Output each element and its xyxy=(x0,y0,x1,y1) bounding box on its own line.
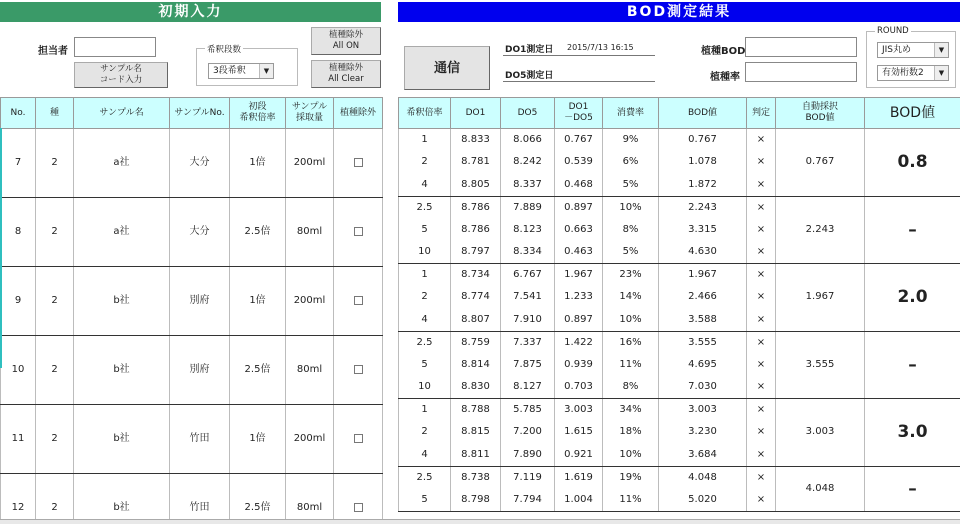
kind-cell[interactable]: 2 xyxy=(36,405,74,474)
seed-exclude-cell xyxy=(334,405,383,474)
consumption-rate-cell: 5% xyxy=(603,241,659,264)
chevron-down-icon: ▼ xyxy=(259,64,273,78)
judgement-cell: × xyxy=(747,129,776,152)
sample-code-button-line2: コード入力 xyxy=(99,75,143,85)
dilution-cell[interactable]: 1倍 xyxy=(230,267,286,336)
auto-bod-cell: 3.003 xyxy=(776,399,865,467)
consumption-rate-cell: 5% xyxy=(603,174,659,197)
dilution-factor-cell: 10 xyxy=(399,376,451,399)
seed-exclude-checkbox[interactable] xyxy=(354,296,363,305)
judgement-cell: × xyxy=(747,196,776,219)
do1-cell: 8.759 xyxy=(451,331,501,354)
round-group-title: ROUND xyxy=(877,26,909,36)
dilution-select-value: 3段希釈 xyxy=(213,66,246,76)
dilution-cell[interactable]: 2.5倍 xyxy=(230,336,286,405)
row-number-cell[interactable]: 9 xyxy=(1,267,36,336)
column-header: DO5 xyxy=(501,98,555,129)
column-header: サンプルNo. xyxy=(170,98,230,129)
judgement-cell: × xyxy=(747,241,776,264)
do-diff-cell: 0.921 xyxy=(555,444,603,467)
auto-bod-cell: 4.048 xyxy=(776,466,865,511)
column-header: 消費率 xyxy=(603,98,659,129)
do5-cell: 8.066 xyxy=(501,129,555,152)
seed-exclude-cell xyxy=(334,474,383,524)
bod-value-cell: 3.003 xyxy=(659,399,747,422)
judgement-cell: × xyxy=(747,489,776,512)
consumption-rate-cell: 23% xyxy=(603,264,659,287)
final-bod-cell: 3.0 xyxy=(865,399,960,467)
seed-all-clear-button[interactable] xyxy=(311,60,381,88)
do1-cell: 8.811 xyxy=(451,444,501,467)
seed-all-on-line2: All ON xyxy=(332,41,360,51)
do-diff-cell: 1.615 xyxy=(555,421,603,444)
volume-cell[interactable]: 200ml xyxy=(286,405,334,474)
do-diff-cell: 0.897 xyxy=(555,196,603,219)
kind-cell[interactable]: 2 xyxy=(36,336,74,405)
do1-cell: 8.805 xyxy=(451,174,501,197)
do5-cell: 8.337 xyxy=(501,174,555,197)
do-diff-cell: 0.468 xyxy=(555,174,603,197)
dilution-cell[interactable]: 1倍 xyxy=(230,129,286,198)
bod-value-cell: 2.466 xyxy=(659,286,747,309)
table-row[interactable] xyxy=(1,129,383,198)
table-row xyxy=(399,129,960,152)
do1-cell: 8.798 xyxy=(451,489,501,512)
judgement-cell: × xyxy=(747,264,776,287)
dilution-cell[interactable]: 2.5倍 xyxy=(230,474,286,524)
dilution-group-title: 希釈段数 xyxy=(207,45,242,55)
bod-value-cell: 3.230 xyxy=(659,421,747,444)
dilution-factor-cell: 2.5 xyxy=(399,196,451,219)
sample-code-button[interactable] xyxy=(74,62,168,88)
dilution-factor-cell: 1 xyxy=(399,399,451,422)
dilution-factor-cell: 4 xyxy=(399,309,451,332)
bod-value-cell: 4.630 xyxy=(659,241,747,264)
kind-cell[interactable]: 2 xyxy=(36,267,74,336)
do5-cell: 7.337 xyxy=(501,331,555,354)
bod-results-table xyxy=(398,97,960,512)
consumption-rate-cell: 8% xyxy=(603,219,659,242)
judgement-cell: × xyxy=(747,376,776,399)
final-bod-cell: 2.0 xyxy=(865,264,960,332)
dilution-factor-cell: 1 xyxy=(399,129,451,152)
sample-code-button-line1: サンプル名 xyxy=(100,64,142,74)
do5-date-underline xyxy=(503,81,655,82)
bod-value-cell: 5.020 xyxy=(659,489,747,512)
do1-date-underline xyxy=(503,55,655,56)
do-diff-cell: 1.004 xyxy=(555,489,603,512)
do5-cell: 7.875 xyxy=(501,354,555,377)
auto-bod-cell: 3.555 xyxy=(776,331,865,399)
table-row xyxy=(399,331,960,354)
dilution-select[interactable] xyxy=(208,63,274,79)
round-method-value: JIS丸め xyxy=(882,45,912,55)
seed-bod-field[interactable] xyxy=(745,37,857,57)
table-row[interactable] xyxy=(1,336,383,405)
consumption-rate-cell: 14% xyxy=(603,286,659,309)
final-bod-cell: – xyxy=(865,466,960,511)
do5-cell: 7.200 xyxy=(501,421,555,444)
column-header: BOD値 xyxy=(865,98,960,129)
do1-cell: 8.830 xyxy=(451,376,501,399)
bod-value-cell: 7.030 xyxy=(659,376,747,399)
table-row xyxy=(399,399,960,422)
judgement-cell: × xyxy=(747,174,776,197)
kind-cell[interactable]: 2 xyxy=(36,474,74,524)
consumption-rate-cell: 11% xyxy=(603,354,659,377)
column-header: DO1 xyxy=(451,98,501,129)
seed-bod-label: 植種BOD xyxy=(701,46,746,57)
do-diff-cell: 0.897 xyxy=(555,309,603,332)
sample-name-cell[interactable]: b社 xyxy=(74,336,170,405)
kind-cell[interactable]: 2 xyxy=(36,129,74,198)
sample-no-cell[interactable]: 竹田 xyxy=(170,405,230,474)
judgement-cell: × xyxy=(747,399,776,422)
column-header: No. xyxy=(1,98,36,129)
sample-name-cell[interactable]: b社 xyxy=(74,405,170,474)
do1-cell: 8.774 xyxy=(451,286,501,309)
table-row[interactable] xyxy=(1,474,383,524)
judgement-cell: × xyxy=(747,421,776,444)
auto-bod-cell: 0.767 xyxy=(776,129,865,197)
do-diff-cell: 0.703 xyxy=(555,376,603,399)
do5-cell: 7.541 xyxy=(501,286,555,309)
do5-cell: 8.334 xyxy=(501,241,555,264)
staff-field[interactable] xyxy=(74,37,156,57)
do5-cell: 7.889 xyxy=(501,196,555,219)
judgement-cell: × xyxy=(747,466,776,489)
seed-rate-field[interactable] xyxy=(745,62,857,82)
dilution-factor-cell: 2.5 xyxy=(399,466,451,489)
dilution-factor-cell: 1 xyxy=(399,264,451,287)
sample-name-cell[interactable]: b社 xyxy=(74,474,170,524)
sample-no-cell[interactable]: 別府 xyxy=(170,267,230,336)
dilution-factor-cell: 10 xyxy=(399,241,451,264)
do5-cell: 8.123 xyxy=(501,219,555,242)
table-row xyxy=(399,264,960,287)
row-number-cell[interactable]: 8 xyxy=(1,198,36,267)
table-row xyxy=(399,466,960,489)
row-selection-indicator xyxy=(0,128,2,368)
do1-cell: 8.788 xyxy=(451,399,501,422)
dilution-factor-cell: 4 xyxy=(399,174,451,197)
bod-value-cell: 3.684 xyxy=(659,444,747,467)
auto-bod-cell: 1.967 xyxy=(776,264,865,332)
bottom-scrollbar[interactable] xyxy=(0,519,960,524)
do-diff-cell: 1.422 xyxy=(555,331,603,354)
column-header: 希釈倍率 xyxy=(399,98,451,129)
do5-cell: 8.127 xyxy=(501,376,555,399)
do1-cell: 8.807 xyxy=(451,309,501,332)
do-diff-cell: 0.539 xyxy=(555,151,603,174)
final-bod-cell: – xyxy=(865,196,960,264)
volume-cell[interactable]: 200ml xyxy=(286,267,334,336)
consumption-rate-cell: 10% xyxy=(603,196,659,219)
consumption-rate-cell: 11% xyxy=(603,489,659,512)
row-number-cell[interactable]: 11 xyxy=(1,405,36,474)
do-diff-cell: 1.619 xyxy=(555,466,603,489)
volume-cell[interactable]: 80ml xyxy=(286,474,334,524)
seed-exclude-checkbox[interactable] xyxy=(354,503,363,512)
sample-name-cell[interactable]: a社 xyxy=(74,198,170,267)
bod-value-cell: 3.315 xyxy=(659,219,747,242)
communication-button[interactable]: 通信 xyxy=(404,46,490,90)
table-row[interactable] xyxy=(1,405,383,474)
seed-all-on-line1: 植種除外 xyxy=(328,30,363,40)
column-header: 判定 xyxy=(747,98,776,129)
bod-value-cell: 3.555 xyxy=(659,331,747,354)
do-diff-cell: 1.967 xyxy=(555,264,603,287)
column-header: サンプル名 xyxy=(74,98,170,129)
seed-exclude-cell xyxy=(334,129,383,198)
bod-results-header: BOD測定結果 xyxy=(398,2,960,22)
do-diff-cell: 0.939 xyxy=(555,354,603,377)
do1-date-value: 2015/7/13 16:15 xyxy=(567,43,634,52)
do5-cell: 7.890 xyxy=(501,444,555,467)
kind-cell[interactable]: 2 xyxy=(36,198,74,267)
column-header: 自動採択 BOD値 xyxy=(776,98,865,129)
volume-cell[interactable]: 200ml xyxy=(286,129,334,198)
dilution-cell[interactable]: 2.5倍 xyxy=(230,198,286,267)
sample-input-header-row xyxy=(1,98,383,129)
bod-value-cell: 1.872 xyxy=(659,174,747,197)
do-diff-cell: 1.233 xyxy=(555,286,603,309)
do1-cell: 8.734 xyxy=(451,264,501,287)
consumption-rate-cell: 10% xyxy=(603,444,659,467)
round-digits-value: 有効桁数2 xyxy=(882,68,924,78)
consumption-rate-cell: 9% xyxy=(603,129,659,152)
final-bod-cell: – xyxy=(865,331,960,399)
judgement-cell: × xyxy=(747,309,776,332)
judgement-cell: × xyxy=(747,151,776,174)
consumption-rate-cell: 19% xyxy=(603,466,659,489)
column-header: BOD値 xyxy=(659,98,747,129)
column-header: サンプル 採取量 xyxy=(286,98,334,129)
row-number-cell[interactable]: 7 xyxy=(1,129,36,198)
seed-rate-label: 植種率 xyxy=(710,72,740,83)
seed-exclude-checkbox[interactable] xyxy=(354,434,363,443)
do-diff-cell: 0.463 xyxy=(555,241,603,264)
do5-cell: 7.119 xyxy=(501,466,555,489)
dilution-factor-cell: 5 xyxy=(399,354,451,377)
seed-all-clear-line1: 植種除外 xyxy=(328,63,363,73)
seed-exclude-checkbox[interactable] xyxy=(354,365,363,374)
seed-exclude-checkbox[interactable] xyxy=(354,158,363,167)
do1-cell: 8.815 xyxy=(451,421,501,444)
dilution-cell[interactable]: 1倍 xyxy=(230,405,286,474)
sample-no-cell[interactable]: 大分 xyxy=(170,198,230,267)
bod-value-cell: 1.078 xyxy=(659,151,747,174)
volume-cell[interactable]: 80ml xyxy=(286,336,334,405)
seed-exclude-cell xyxy=(334,198,383,267)
consumption-rate-cell: 8% xyxy=(603,376,659,399)
do-diff-cell: 0.767 xyxy=(555,129,603,152)
bod-results-header-row xyxy=(399,98,960,129)
do5-cell: 5.785 xyxy=(501,399,555,422)
do5-cell: 7.794 xyxy=(501,489,555,512)
bod-value-cell: 1.967 xyxy=(659,264,747,287)
do1-cell: 8.797 xyxy=(451,241,501,264)
auto-bod-cell: 2.243 xyxy=(776,196,865,264)
judgement-cell: × xyxy=(747,444,776,467)
dilution-factor-cell: 2 xyxy=(399,421,451,444)
column-header: 植種除外 xyxy=(334,98,383,129)
column-header: 初段 希釈倍率 xyxy=(230,98,286,129)
bod-value-cell: 4.048 xyxy=(659,466,747,489)
final-bod-cell: 0.8 xyxy=(865,129,960,197)
table-row xyxy=(399,196,960,219)
dilution-factor-cell: 2.5 xyxy=(399,331,451,354)
chevron-down-icon: ▼ xyxy=(934,66,948,80)
consumption-rate-cell: 16% xyxy=(603,331,659,354)
sample-no-cell[interactable]: 竹田 xyxy=(170,474,230,524)
seed-exclude-checkbox[interactable] xyxy=(354,227,363,236)
bod-value-cell: 0.767 xyxy=(659,129,747,152)
column-header: 種 xyxy=(36,98,74,129)
judgement-cell: × xyxy=(747,331,776,354)
do5-cell: 8.242 xyxy=(501,151,555,174)
row-number-cell[interactable]: 10 xyxy=(1,336,36,405)
bod-value-cell: 2.243 xyxy=(659,196,747,219)
column-header: DO1 －DO5 xyxy=(555,98,603,129)
round-method-select[interactable] xyxy=(877,42,949,58)
bod-value-cell: 4.695 xyxy=(659,354,747,377)
chevron-down-icon: ▼ xyxy=(934,43,948,57)
initial-input-header: 初期入力 xyxy=(0,2,381,22)
do1-cell: 8.738 xyxy=(451,466,501,489)
consumption-rate-cell: 34% xyxy=(603,399,659,422)
sample-no-cell[interactable]: 別府 xyxy=(170,336,230,405)
do1-cell: 8.786 xyxy=(451,196,501,219)
consumption-rate-cell: 18% xyxy=(603,421,659,444)
seed-all-clear-line2: All Clear xyxy=(328,74,364,84)
do-diff-cell: 0.663 xyxy=(555,219,603,242)
sample-no-cell[interactable]: 大分 xyxy=(170,129,230,198)
table-row[interactable] xyxy=(1,198,383,267)
sample-input-table xyxy=(0,97,383,524)
row-number-cell[interactable]: 12 xyxy=(1,474,36,524)
do5-cell: 7.910 xyxy=(501,309,555,332)
judgement-cell: × xyxy=(747,286,776,309)
do-diff-cell: 3.003 xyxy=(555,399,603,422)
do5-cell: 6.767 xyxy=(501,264,555,287)
judgement-cell: × xyxy=(747,354,776,377)
dilution-factor-cell: 2 xyxy=(399,286,451,309)
do1-cell: 8.833 xyxy=(451,129,501,152)
consumption-rate-cell: 6% xyxy=(603,151,659,174)
round-digits-select[interactable] xyxy=(877,65,949,81)
do5-date-label: DO5測定日 xyxy=(505,71,554,81)
seed-exclude-cell xyxy=(334,336,383,405)
consumption-rate-cell: 10% xyxy=(603,309,659,332)
dilution-factor-cell: 5 xyxy=(399,489,451,512)
dilution-factor-cell: 5 xyxy=(399,219,451,242)
seed-exclude-cell xyxy=(334,267,383,336)
staff-label: 担当者 xyxy=(38,46,68,57)
bod-value-cell: 3.588 xyxy=(659,309,747,332)
dilution-factor-cell: 2 xyxy=(399,151,451,174)
table-row[interactable] xyxy=(1,267,383,336)
sample-name-cell[interactable]: a社 xyxy=(74,129,170,198)
sample-name-cell[interactable]: b社 xyxy=(74,267,170,336)
do1-cell: 8.781 xyxy=(451,151,501,174)
dilution-factor-cell: 4 xyxy=(399,444,451,467)
volume-cell[interactable]: 80ml xyxy=(286,198,334,267)
do1-cell: 8.786 xyxy=(451,219,501,242)
do1-cell: 8.814 xyxy=(451,354,501,377)
judgement-cell: × xyxy=(747,219,776,242)
seed-all-on-button[interactable] xyxy=(311,27,381,55)
do1-date-label: DO1測定日 xyxy=(505,45,554,55)
